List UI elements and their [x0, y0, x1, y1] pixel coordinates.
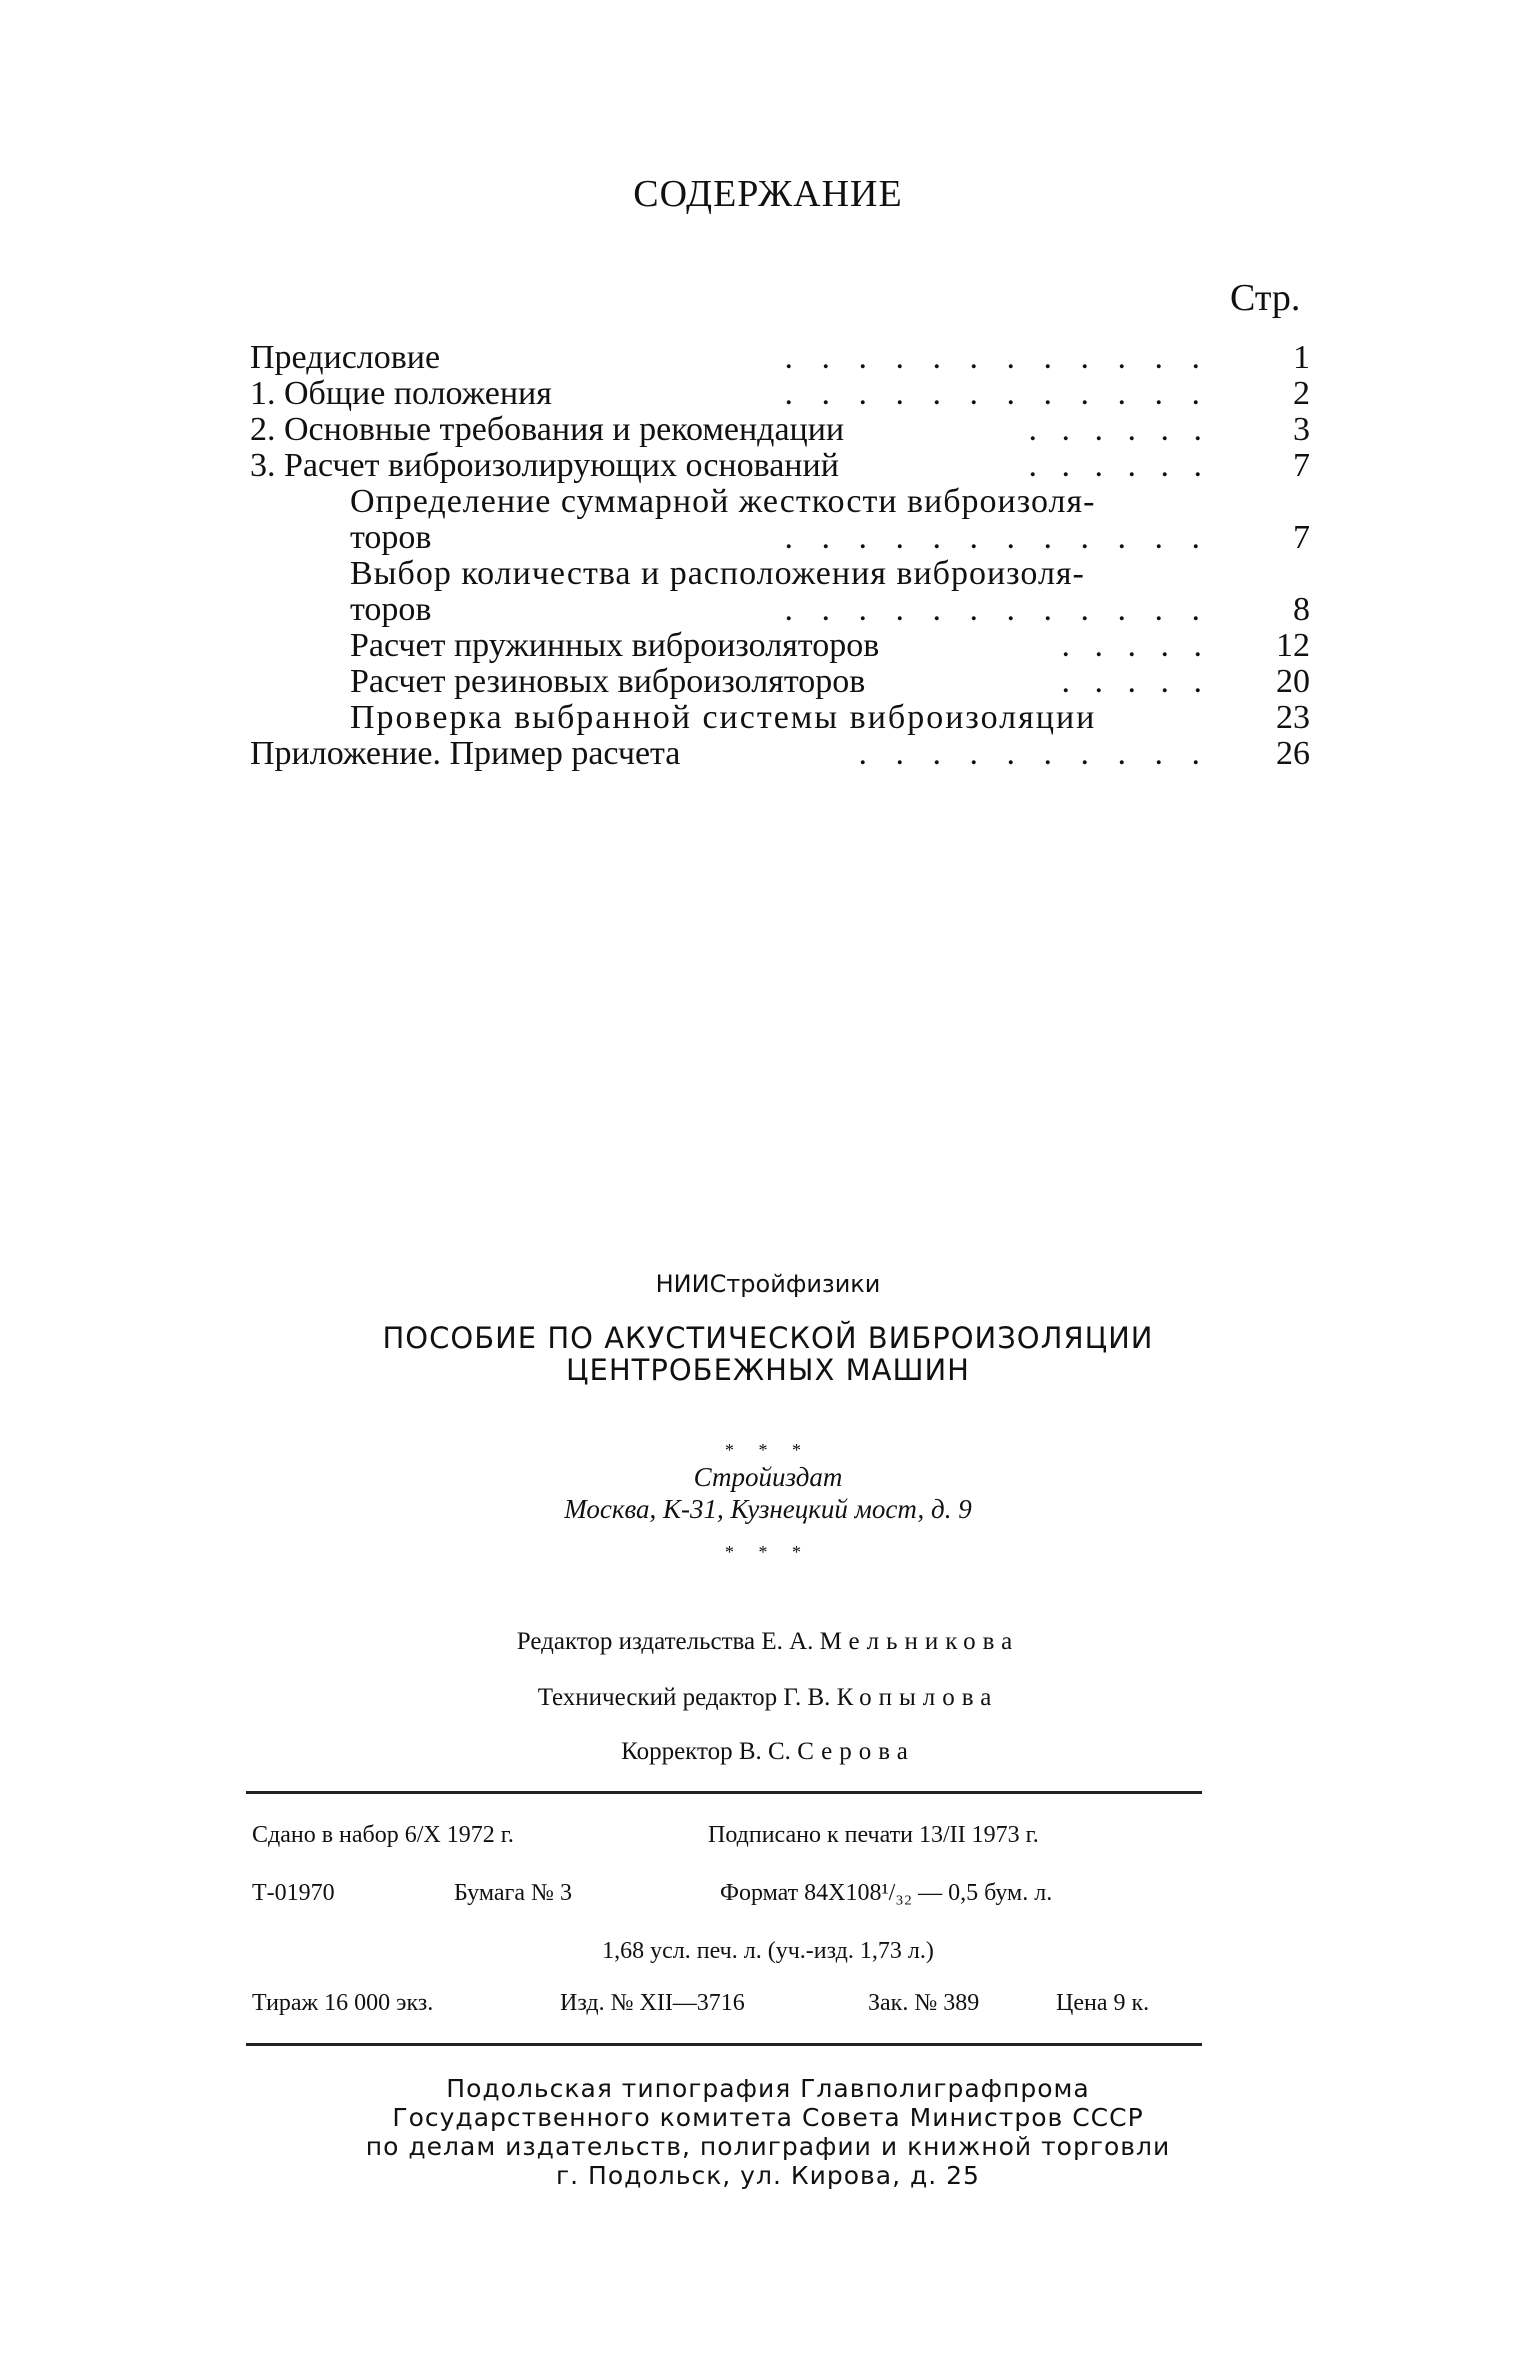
- page-column-label: Стр.: [1230, 277, 1301, 319]
- toc-entry-page: 26: [1276, 735, 1310, 772]
- order-number: Зак. № 389: [868, 1990, 980, 2016]
- toc-entry-text: Приложение. Пример расчета: [250, 735, 681, 772]
- toc-leader-dots: . . . . . . . . . .: [858, 735, 1210, 772]
- credit-label: Технический редактор Г. В.: [537, 1684, 831, 1711]
- toc-entry-page: 12: [1276, 627, 1310, 664]
- organization: НИИСтройфизики: [655, 1270, 881, 1298]
- proofreader-credit: [0, 1738, 1536, 1766]
- toc-entry-text: 3. Расчет виброизолирующих оснований: [250, 447, 839, 484]
- page-format: Формат 84Х108¹/₃₂ — 0,5 бум. л.: [720, 1880, 1053, 1906]
- toc-entry-text: торов: [350, 519, 432, 556]
- signed-date: Подписано к печати 13/II 1973 г.: [708, 1822, 1039, 1848]
- paper-grade: Бумага № 3: [454, 1880, 572, 1906]
- toc-entry-page: 8: [1293, 591, 1310, 628]
- book-title: [0, 1322, 1536, 1386]
- printer-info: [0, 2074, 1536, 2190]
- toc-leader-dots: . . . . . .: [1028, 411, 1210, 448]
- divider: [246, 1791, 1202, 1794]
- ornament-stars: * * *: [725, 1542, 811, 1562]
- toc-leader-dots: . . . . . . . . . . . .: [784, 591, 1210, 628]
- toc-entry-page: 2: [1293, 375, 1310, 412]
- toc-entry-page: 7: [1293, 447, 1310, 484]
- contents-title: СОДЕРЖАНИЕ: [633, 173, 903, 215]
- toc-entry-text: 2. Основные требования и рекомендации: [250, 411, 845, 448]
- credit-name: Копылова: [836, 1684, 999, 1711]
- toc-entry-text: Проверка выбранной системы виброизоляции: [350, 699, 1097, 736]
- toc-leader-dots: . . . . . . . . . . . .: [784, 519, 1210, 556]
- toc-entry-page: 3: [1293, 411, 1310, 448]
- toc-entry-page: 23: [1276, 699, 1310, 736]
- credit-name: Мельникова: [819, 1628, 1020, 1655]
- book-title-line: ПОСОБИЕ ПО АКУСТИЧЕСКОЙ ВИБРОИЗОЛЯЦИИ: [382, 1321, 1154, 1355]
- printed-sheets: 1,68 усл. печ. л. (уч.-изд. 1,73 л.): [602, 1938, 934, 1964]
- price: Цена 9 к.: [1056, 1990, 1150, 2016]
- toc-leader-dots: . . . . .: [1061, 663, 1210, 700]
- toc-entry-page: 20: [1276, 663, 1310, 700]
- ornament-stars: * * *: [725, 1440, 811, 1460]
- toc-leader-dots: . . . . . . . . . . . .: [784, 375, 1210, 412]
- toc-entry-page: 7: [1293, 519, 1310, 556]
- printer-line: Государственного комитета Совета Министров СССР: [392, 2103, 1144, 2132]
- toc-entry-text: Расчет резиновых виброизоляторов: [350, 663, 866, 700]
- editor-credit: [0, 1628, 1536, 1656]
- printer-line: по делам издательств, полиграфии и книжной торговли: [365, 2132, 1171, 2161]
- book-title-line: ЦЕНТРОБЕЖНЫХ МАШИН: [566, 1353, 970, 1387]
- toc-entry-text: Выбор количества и расположения виброизоля-: [350, 555, 1085, 592]
- credit-label: Корректор В. С.: [621, 1738, 791, 1765]
- toc-leader-dots: . . . . . .: [1028, 447, 1210, 484]
- publisher-address: Москва, К-31, Кузнецкий мост, д. 9: [564, 1494, 972, 1524]
- toc-entry-text: Предисловие: [250, 339, 441, 376]
- toc-entry-text: Расчет пружинных виброизоляторов: [350, 627, 880, 664]
- print-run: Тираж 16 000 экз.: [252, 1990, 434, 2016]
- credit-name: Серова: [797, 1738, 915, 1765]
- credit-label: Редактор издательства Е. А.: [516, 1628, 814, 1655]
- toc-leader-dots: . . . . . . . . . . . .: [784, 339, 1210, 376]
- tech-editor-credit: [0, 1684, 1536, 1712]
- toc-entry-page: 1: [1293, 339, 1310, 376]
- divider: [246, 2043, 1202, 2046]
- printer-line: г. Подольск, ул. Кирова, д. 25: [556, 2161, 980, 2190]
- edition-code: Т-01970: [252, 1880, 335, 1906]
- printer-line: Подольская типография Главполиграфпрома: [446, 2074, 1090, 2103]
- publisher: Стройиздат: [693, 1462, 843, 1492]
- typeset-date: Сдано в набор 6/Х 1972 г.: [252, 1822, 514, 1848]
- edition-number: Изд. № XII—3716: [560, 1990, 745, 2016]
- toc-entry-text: Определение суммарной жесткости виброизоля-: [350, 483, 1096, 520]
- toc-entry-text: 1. Общие положения: [250, 375, 552, 412]
- toc-leader-dots: . . . . .: [1061, 627, 1210, 664]
- toc-entry-text: торов: [350, 591, 432, 628]
